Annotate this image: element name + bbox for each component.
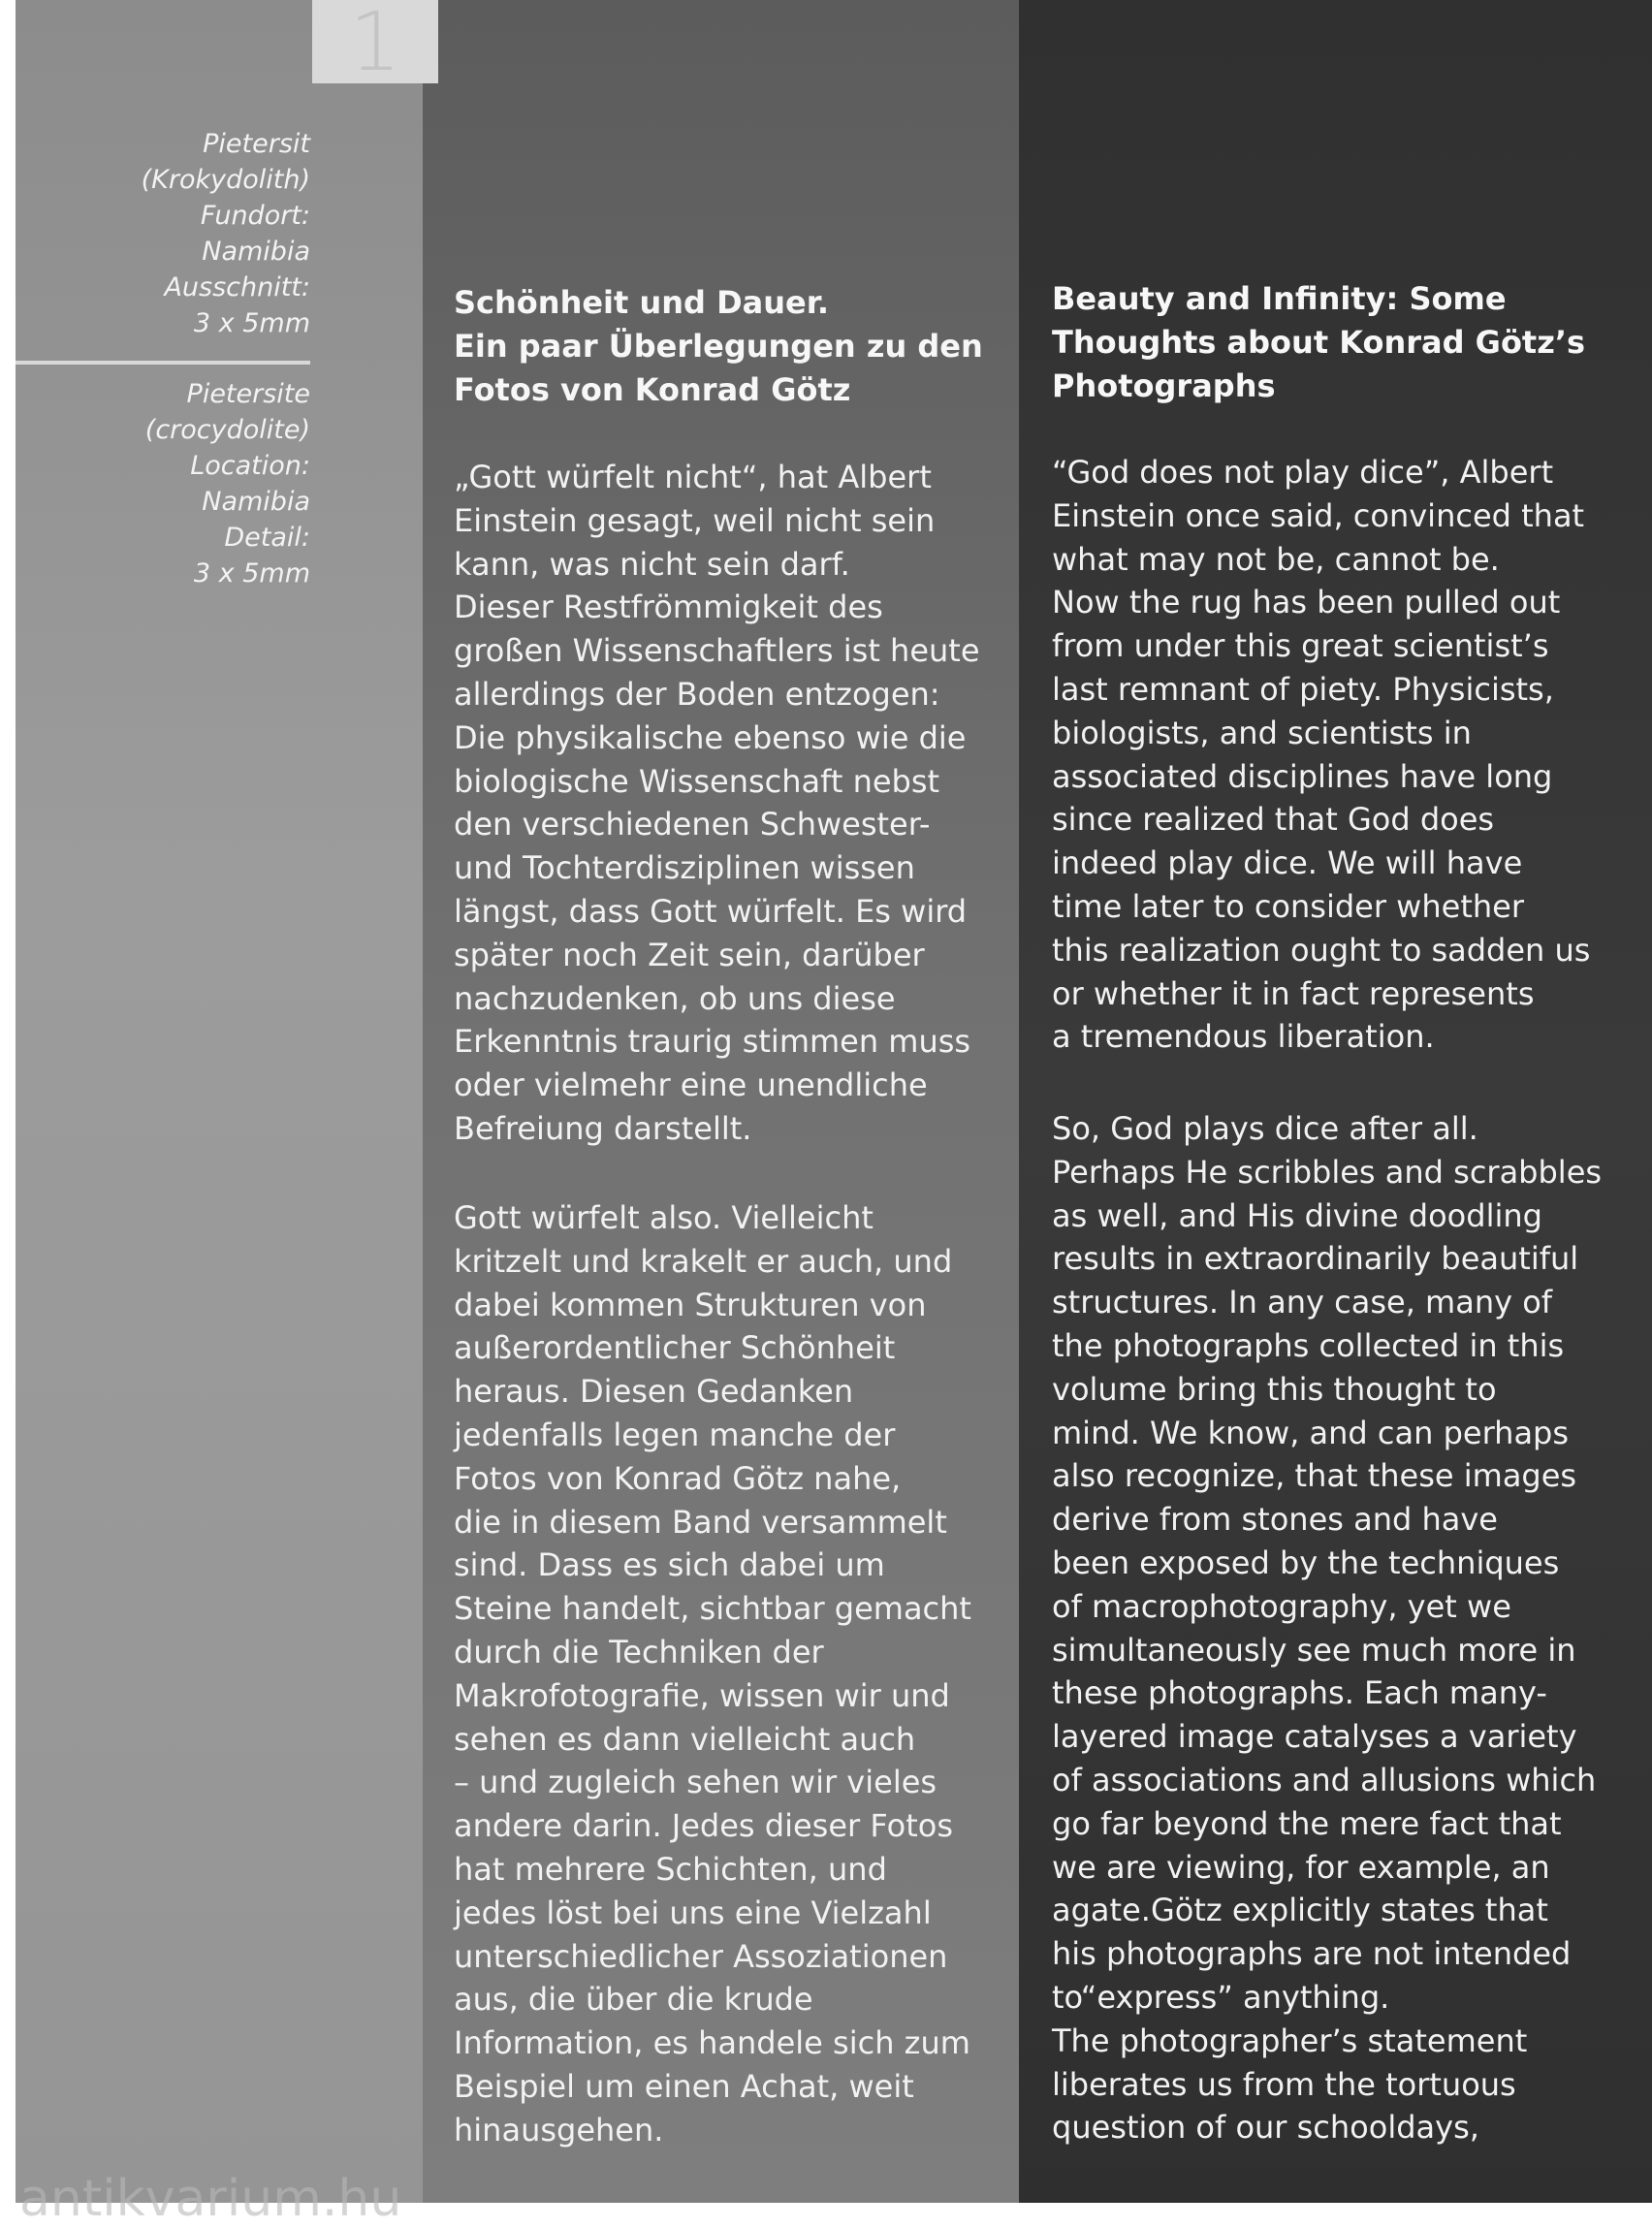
text-line: of associations and allusions which [1052,1761,1597,1798]
text-line: und Tochterdisziplinen wissen [454,849,915,887]
text-line: kritzelt und krakelt er auch, und [454,1242,953,1280]
heading-line: Photographs [1052,367,1276,404]
text-line: question of our schooldays, [1052,2109,1479,2147]
text-line: hat mehrere Schichten, und [454,1850,887,1888]
text-line: Erkenntnis traurig stimmen muss [454,1023,971,1061]
text-line: layered image catalyses a variety [1052,1718,1577,1756]
caption-line: Pietersite [186,379,310,409]
text-line: what may not be, cannot be. [1052,540,1500,578]
text-line: biologists, and scientists in [1052,714,1472,751]
text-line: structures. In any case, many of [1052,1284,1553,1321]
text-line: unterschiedlicher Assoziationen [454,1937,948,1975]
text-line: Einstein gesagt, weil nicht sein [454,501,936,539]
text-line: Makrofotografie, wissen wir und [454,1676,950,1714]
text-line: Fotos von Konrad Götz nahe, [454,1459,902,1497]
text-line: – und zugleich sehen wir vieles [454,1764,937,1801]
text-line: nachzudenken, ob uns diese [454,979,896,1017]
caption-line: Namibia [202,487,310,517]
caption-line: Fundort: [200,201,310,231]
text-line: Beispiel um einen Achat, weit [454,2067,914,2105]
text-line: Befreiung darstellt. [454,1109,752,1147]
english-paragraph-2 [1052,1107,1602,2149]
watermark: antikvarium.hu [19,2170,402,2228]
text-line: Einstein once said, convinced that [1052,496,1585,534]
caption-line: 3 x 5mm [193,308,310,338]
text-line: sehen es dann vielleicht auch [454,1720,916,1758]
english-heading [1052,277,1585,408]
text-line: agate.Götz explicitly states that [1052,1892,1548,1929]
text-line: durch die Techniken der [454,1633,824,1671]
text-line: Information, es handele sich zum [454,2024,970,2062]
text-line: been exposed by the techniques [1052,1544,1560,1581]
text-line: associated disciplines have long [1052,757,1553,795]
text-line: or whether it in fact represents [1052,974,1535,1012]
text-line: liberates us from the tortuous [1052,2065,1516,2103]
text-line: So, God plays dice after all. [1052,1110,1478,1147]
text-line: den verschiedenen Schwester- [454,806,931,843]
text-line: großen Wissenschaftlers ist heute [454,632,980,670]
caption-divider [16,361,310,365]
text-line: hinausgehen. [454,2111,664,2148]
text-line: volume bring this thought to [1052,1370,1497,1408]
text-line: The photographer’s statement [1052,2021,1528,2059]
caption-line: Ausschnitt: [164,272,310,302]
text-line: sind. Dass es sich dabei um [454,1546,885,1584]
text-line: the photographs collected in this [1052,1326,1565,1364]
text-line: längst, dass Gott würfelt. Es wird [454,892,968,930]
text-line: kann, was nicht sein darf. [454,545,850,583]
text-line: Die physikalische ebenso wie die [454,718,967,756]
caption-line: 3 x 5mm [193,558,310,589]
text-line: also recognize, that these images [1052,1457,1577,1495]
text-line: die in diesem Band versammelt [454,1503,947,1541]
text-line: andere darin. Jedes dieser Fotos [454,1807,953,1845]
text-line: dabei kommen Strukturen von [454,1286,927,1323]
text-line: Dieser Restfrömmigkeit des [454,589,883,626]
text-line: results in extraordinarily beautiful [1052,1240,1579,1278]
text-line: Gott würfelt also. Vielleicht [454,1199,874,1236]
text-line: allerdings der Boden entzogen: [454,675,940,713]
text-line: to“express” anything. [1052,1978,1390,2016]
caption-line: Pietersit [203,129,310,159]
text-line: since realized that God does [1052,801,1495,839]
text-line: heraus. Diesen Gedanken [454,1373,854,1411]
text-line: this realization ought to sadden us [1052,931,1591,969]
caption-line: (crocydolite) [144,415,310,445]
book-page [16,0,1652,2203]
heading-line: Beauty and Infinity: Some [1052,280,1507,317]
text-line: last remnant of piety. Physicists, [1052,670,1554,708]
german-paragraph-1 [454,456,980,1151]
text-line: we are viewing, for example, an [1052,1848,1550,1886]
text-line: time later to consider whether [1052,887,1524,925]
text-line: from under this great scientist’s [1052,627,1549,665]
caption-line: Namibia [202,237,310,267]
text-line: jedenfalls legen manche der [454,1416,896,1453]
caption-german [142,126,310,341]
english-paragraph-1 [1052,451,1590,1059]
caption-line: Location: [190,451,310,481]
text-line: jedes löst bei uns eine Vielzahl [454,1894,932,1931]
text-line: of macrophotography, yet we [1052,1587,1511,1625]
text-line: oder vielmehr eine unendliche [454,1066,928,1104]
text-line: derive from stones and have [1052,1501,1498,1539]
text-line: his photographs are not intended [1052,1935,1572,1973]
text-line: as well, and His divine doodling [1052,1196,1542,1234]
text-line: a tremendous liberation. [1052,1018,1435,1056]
text-line: „Gott würfelt nicht“, hat Albert [454,459,932,495]
text-line: Now the rug has been pulled out [1052,584,1561,621]
caption-line: Detail: [224,523,310,553]
caption-english [145,376,310,591]
text-line: indeed play dice. We will have [1052,844,1523,882]
text-line: “God does not play dice”, Albert [1052,454,1554,491]
text-line: später noch Zeit sein, darüber [454,936,925,973]
text-line: these photographs. Each many- [1052,1674,1547,1712]
text-line: biologische Wissenschaft nebst [454,762,940,800]
page-number-tab [312,0,438,89]
text-line: mind. We know, and can perhaps [1052,1414,1570,1451]
text-line: go far beyond the mere fact that [1052,1804,1562,1842]
text-line: außerordentlicher Schönheit [454,1329,896,1367]
text-line: aus, die über die krude [454,1981,813,2019]
german-paragraph-2 [454,1196,971,2152]
heading-line: Thoughts about Konrad Götz’s [1052,324,1586,361]
heading-line: Schönheit und Dauer. [454,284,830,321]
text-line: Perhaps He scribbles and scrabbles [1052,1153,1603,1191]
german-heading [454,281,983,412]
heading-line: Ein paar Überlegungen zu den [454,328,983,365]
heading-line: Fotos von Konrad Götz [454,371,851,408]
text-line: Steine handelt, sichtbar gemacht [454,1590,971,1628]
caption-line: (Krokydolith) [141,165,310,195]
page-number: 1 [349,0,401,89]
text-line: simultaneously see much more in [1052,1631,1576,1669]
